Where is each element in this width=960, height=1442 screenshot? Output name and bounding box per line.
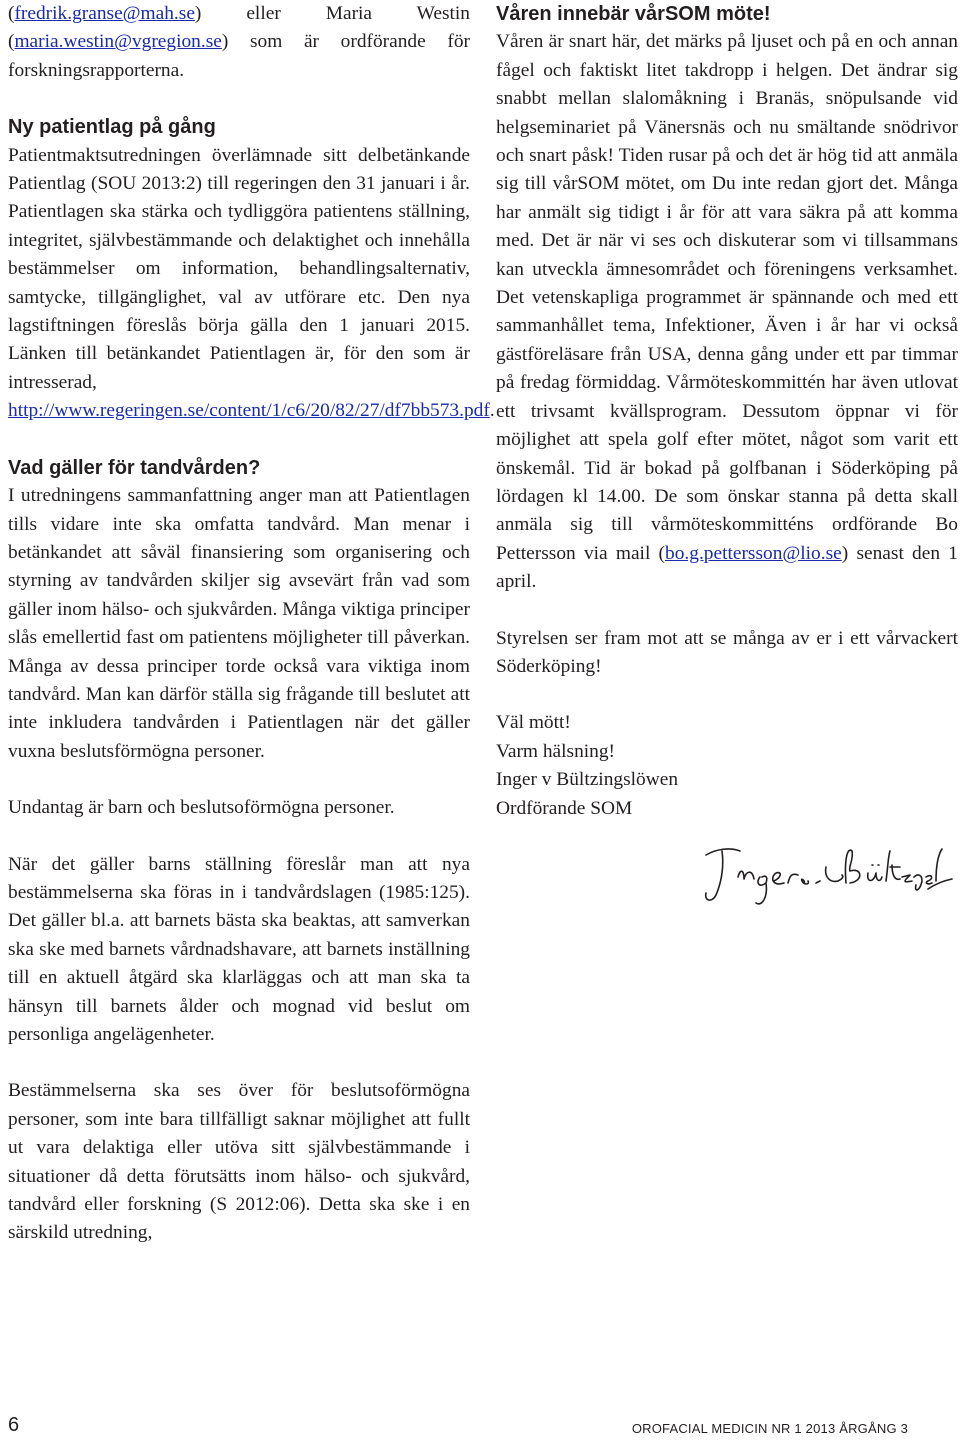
varsom-body: Våren är snart här, det märks på ljuset och på en och annan fågel och faktiskt litet takdropp i helgen. Det ändrar sig snabbt mellan slalomåkning i Branäs, snöpulsande vid helgseminariet på Vänersnäs och nu smältande snödrivor och snart påsk! Tiden rusar på och det är hög tid att anmäla sig till vårSOM mötet, om Du inte redan gjort det. Många har anmält sig tidigt i år för att vara säkra på att komma med. Det är när vi ses och diskuterar som vi tillsammans kan utveckla ämnesområdet och föreningens verksamhet. Det vetenskapliga programmet är spännande och med ett sammanhållet tema, Infektioner, Även i år har vi också gästföreläsare från USA, denna gång under ett par timmar på fredag förmiddag. Vårmöteskommittén har även utlovat ett trivsamt kvällsprogram. Dessutom öppnar vi för möjlighet att spela golf efter mötet, något som varit ett önskemål. Tid är bokad på golfbanan i Söderköping på lördagen kl 14.00. De som önskar stanna på detta skall anmäla sig till vårmöteskommitténs ordförande Bo Pettersson via mail ( [496,31,958,564]
intro-paragraph [8,0,470,85]
email-link-pettersson[interactable]: bo.g.pettersson@lio.se [665,542,842,564]
patientlag-paragraph [8,142,495,426]
varsom-paragraph [496,28,958,596]
journal-footer: OROFACIAL MEDICIN NR 1 2013 ÅRGÅNG 3 [631,1421,908,1436]
closing-line-4: Ordförande SOM [496,797,633,819]
patientlag-body: Patientmaktsutredningen överlämnade sitt delbetänkande Patientlag (SOU 2013:2) till regeringen den 31 januari i år. Patientlagen ska stärka och tydliggöra patientens ställning, integritet, självbestämmande och delaktighet och innehålla bestämmelser om information, behandlingsalternativ, samtycke, tillgänglighet, val av utförare etc. Den nya lagstiftningen föreslås börja gälla den 1 januari 2015. Länken till betänkandet Patientlagen är, för den som är intresserad, [8,144,470,393]
regeringen-link[interactable]: http://www.regeringen.se/content/1/c6/20/82/27/df7bb573.pdf [8,400,490,422]
section-heading-tandvarden: Vad gäller för tandvården? [8,456,261,479]
closing-line-3: Inger v Bültzingslöwen [496,769,679,791]
styrelsen-paragraph: Styrelsen ser fram mot att se många av er i ett vårvackert Söderköping! [496,627,958,677]
intro-text-1: ( [8,3,15,24]
left-column [8,0,495,1248]
varsom-end: ) senast den 1 april. [496,542,958,593]
handwritten-signature [696,837,956,917]
tandvarden-paragraph-2: Undantag är barn och beslutsoförmögna personer. [8,797,395,819]
closing-line-1: Väl mött! [496,712,571,734]
intro-text-2: ) eller Maria Westin ( [8,3,470,53]
email-link-granse[interactable]: fredrik.granse@mah.se [14,3,195,24]
patientlag-end: . [489,400,495,422]
tandvarden-paragraph-1: I utredningens sammanfattning anger man att Patientlagen tills vidare inte ska omfatta tandvård. Man menar i betänkandet att såväl finansiering som organisering och styrning av tandvården skiljer sig avsevärt från vad som gäller inom hälso- och sjukvården. Många viktiga principer slås emellertid fast om patientens möjligheter till påverkan. Många av dessa principer torde också vara viktiga inom tandvård. Man kan därför ställa sig frågande till beslutet att inte inkludera tandvården i Patientlagen när det gäller vuxna beslutsförmögna personer. [8,485,470,762]
page-number: 6 [8,1414,20,1436]
tandvarden-paragraph-3: När det gäller barns ställning föreslår man att nya bestämmelserna ska föras in i tandvårdslagen (1985:125). Det gäller bl.a. att barnets bästa ska beaktas, att samverkan ska ske med barnets vårdnadshavare, att barnets inställning till en aktuell åtgärd ska klarläggas och att man ska ta hänsyn till barnets ålder och mognad vid beslut om personliga angelägenheter. [8,853,470,1045]
closing-line-2: Varm hälsning! [496,740,616,762]
section-heading-varsom: Våren innebär vårSOM möte! [496,3,771,25]
intro-text-3: ) som är ordförande för forskningsrapporterna. [8,31,470,81]
section-heading-patientlag: Ny patientlag på gång [8,116,216,139]
tandvarden-paragraph-4: Bestämmelserna ska ses över för beslutsoförmögna personer, som inte bara tillfälligt saknar möjlighet att fullt ut vara delaktiga eller utöva sitt självbestämmande i situationer då detta förutsätts inom hälso- och sjukvård, tandvård eller forskning (S 2012:06). Detta ska ske i en särskild utredning, [8,1080,470,1244]
email-link-westin[interactable]: maria.westin@vgregion.se [14,31,222,53]
right-column [496,0,958,922]
